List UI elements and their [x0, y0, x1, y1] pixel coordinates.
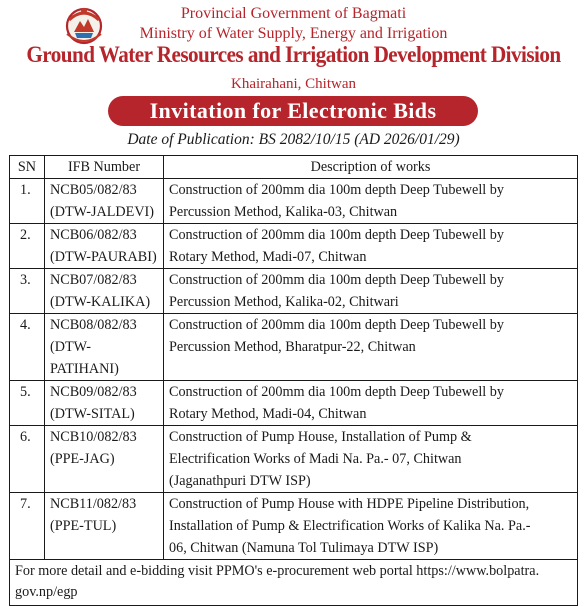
row-sn: 5. [10, 381, 45, 426]
table-header-row [10, 156, 578, 179]
row-ifb [45, 224, 164, 269]
table-row [10, 269, 578, 314]
ifb-tag: (DTW-SITAL) [50, 406, 135, 422]
ifb-code: NCB07/082/83 [50, 272, 137, 288]
division-name: Ground Water Resources and Irrigation Development Division [26, 42, 561, 67]
portal-note-line: gov.np/egp [15, 584, 78, 600]
description-line: Construction of 200mm dia 100m depth Deep Tubewell by [169, 384, 504, 400]
row-sn: 1. [10, 179, 45, 224]
row-ifb [45, 179, 164, 224]
portal-note [10, 560, 578, 606]
header-ifb-number: IFB Number [45, 156, 164, 179]
header-sn: SN [10, 156, 45, 179]
row-description [164, 179, 578, 224]
description-line: Percussion Method, Kalika-02, Chitwari [169, 294, 399, 310]
description-line: Percussion Method, Kalika-03, Chitwan [169, 204, 398, 220]
description-line: Rotary Method, Madi-07, Chitwan [169, 249, 367, 265]
ifb-code: NCB10/082/83 [50, 429, 137, 445]
ifb-tag: (DTW-PAURABI) [50, 249, 157, 265]
description-line: Rotary Method, Madi-04, Chitwan [169, 406, 367, 422]
row-ifb [45, 269, 164, 314]
invitation-banner: Invitation for Electronic Bids [108, 96, 478, 126]
row-description [164, 381, 578, 426]
ifb-code: NCB05/082/83 [50, 182, 137, 198]
description-line: 06, Chitwan (Namuna Tol Tulimaya DTW ISP) [169, 540, 439, 556]
description-line: Construction of 200mm dia 100m depth Deep Tubewell by [169, 317, 504, 333]
ifb-tag: (DTW-PATIHANI) [50, 339, 119, 377]
ifb-tag: (DTW-JALDEVI) [50, 204, 155, 220]
ifb-tag: (PPE-JAG) [50, 451, 115, 467]
description-line: Installation of Pump & Electrification Works of Kalika Na. Pa.- [169, 518, 531, 534]
ministry-name: Ministry of Water Supply, Energy and Irrigation [139, 25, 448, 42]
row-description [164, 314, 578, 381]
row-sn: 6. [10, 426, 45, 493]
office-location: Khairahani, Chitwan [231, 76, 356, 92]
ifb-tag: (PPE-TUL) [50, 518, 117, 534]
row-sn: 7. [10, 493, 45, 560]
table-row [10, 224, 578, 269]
row-sn: 3. [10, 269, 45, 314]
ifb-code: NCB06/082/83 [50, 227, 137, 243]
ifb-code: NCB08/082/83 [50, 317, 137, 333]
table-footer-row [10, 560, 578, 606]
row-sn: 4. [10, 314, 45, 381]
ifb-code: NCB11/082/83 [50, 496, 137, 512]
header-description: Description of works [164, 156, 578, 179]
description-line: Construction of 200mm dia 100m depth Deep Tubewell by [169, 272, 504, 288]
portal-note-line: For more detail and e-bidding visit PPMO's e-procurement web portal https://www.bolpatra. [15, 563, 540, 579]
description-line: Construction of 200mm dia 100m depth Deep Tubewell by [169, 182, 504, 198]
description-line: Construction of 200mm dia 100m depth Deep Tubewell by [169, 227, 504, 243]
notice-header [0, 0, 587, 152]
table-row [10, 426, 578, 493]
ifb-tag: (DTW-KALIKA) [50, 294, 151, 310]
description-line: (Jaganathpuri DTW ISP) [169, 473, 311, 489]
row-description [164, 493, 578, 560]
description-line: Construction of Pump House with HDPE Pipeline Distribution, [169, 496, 530, 512]
table-row [10, 314, 578, 381]
table-row [10, 179, 578, 224]
description-line: Construction of Pump House, Installation of Pump & [169, 429, 472, 445]
description-line: Electrification Works of Madi Na. Pa.- 07, Chitwan [169, 451, 462, 467]
row-ifb [45, 493, 164, 560]
row-description [164, 269, 578, 314]
row-ifb [45, 426, 164, 493]
ifb-code: NCB09/082/83 [50, 384, 137, 400]
row-description [164, 426, 578, 493]
bids-table [9, 155, 578, 606]
row-sn: 2. [10, 224, 45, 269]
description-line: Percussion Method, Bharatpur-22, Chitwan [169, 339, 416, 355]
table-row [10, 493, 578, 560]
row-ifb [45, 381, 164, 426]
row-ifb [45, 314, 164, 381]
government-name: Provincial Government of Bagmati [180, 5, 407, 22]
table-row [10, 381, 578, 426]
row-description [164, 224, 578, 269]
publication-date: Date of Publication: BS 2082/10/15 (AD 2026/01/29) [127, 131, 460, 148]
